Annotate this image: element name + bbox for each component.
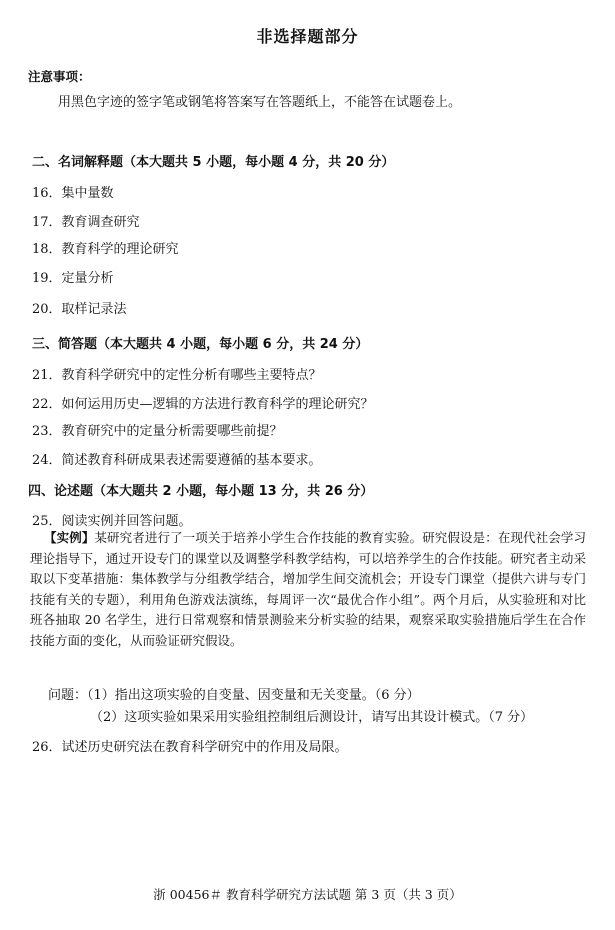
example-paragraph — [30, 528, 586, 652]
question-21: 21．教育科学研究中的定性分析有哪些主要特点？ — [32, 368, 322, 383]
question-26: 26．试述历史研究法在教育科学研究中的作用及局限。 — [32, 740, 348, 755]
section3-heading: 三、简答题（本大题共 4 小题，每小题 6 分，共 24 分） — [32, 337, 369, 352]
notice-text: 用黑色字迹的签字笔或钢笔将答案写在答题纸上，不能答在试题卷上。 — [58, 95, 462, 110]
question-20: 20．取样记录法 — [32, 302, 127, 317]
page-title: 非选择题部分 — [256, 27, 359, 46]
question-25-part1: 问题：（1）指出这项实验的自变量、因变量和无关变量。（6 分） — [48, 688, 420, 703]
question-19: 19．定量分析 — [32, 271, 114, 286]
question-18: 18．教育科学的理论研究 — [32, 242, 179, 257]
question-23: 23．教育研究中的定量分析需要哪些前提？ — [32, 424, 283, 439]
page-footer: 浙 00456＃ 教育科学研究方法试题 第 3 页（共 3 页） — [153, 887, 462, 902]
question-25: 25．阅读实例并回答问题。 — [32, 514, 192, 529]
section4-heading: 四、论述题（本大题共 2 小题，每小题 13 分，共 26 分） — [28, 484, 374, 499]
example-text: 某研究者进行了一项关于培养小学生合作技能的教育实验。研究假设是：在现代社会学习理论指导下，通过开设专门的课堂以及调整学科教学结构，可以培养学生的合作技能。研究者主动采取以下变革措施：集体教学与分组教学结合，增加学生间交流机会；开设专门课堂（提供六讲与专门技能有关的专题），利用角色游戏法演练，每周评一次“最优合作小组”。两个月后，从实验班和对比班各抽取 20 名学生，进行日常观察和情景测验来分析实验的结果，观察采取实验措施后学生在合作技能方面的变化，从而验证研究假设。 — [30, 530, 586, 648]
example-label: 【实例】 — [44, 530, 95, 545]
question-24: 24．简述教育科研成果表述需要遵循的基本要求。 — [32, 453, 322, 468]
notice-label: 注意事项： — [28, 69, 91, 84]
question-17: 17．教育调查研究 — [32, 215, 140, 230]
section2-heading: 二、名词解释题（本大题共 5 小题，每小题 4 分，共 20 分） — [32, 155, 395, 170]
question-16: 16．集中量数 — [32, 186, 114, 201]
question-22: 22．如何运用历史—逻辑的方法进行教育科学的理论研究？ — [32, 397, 374, 412]
question-25-part2: （2）这项实验如果采用实验组控制组后测设计，请写出其设计模式。（7 分） — [90, 710, 534, 725]
